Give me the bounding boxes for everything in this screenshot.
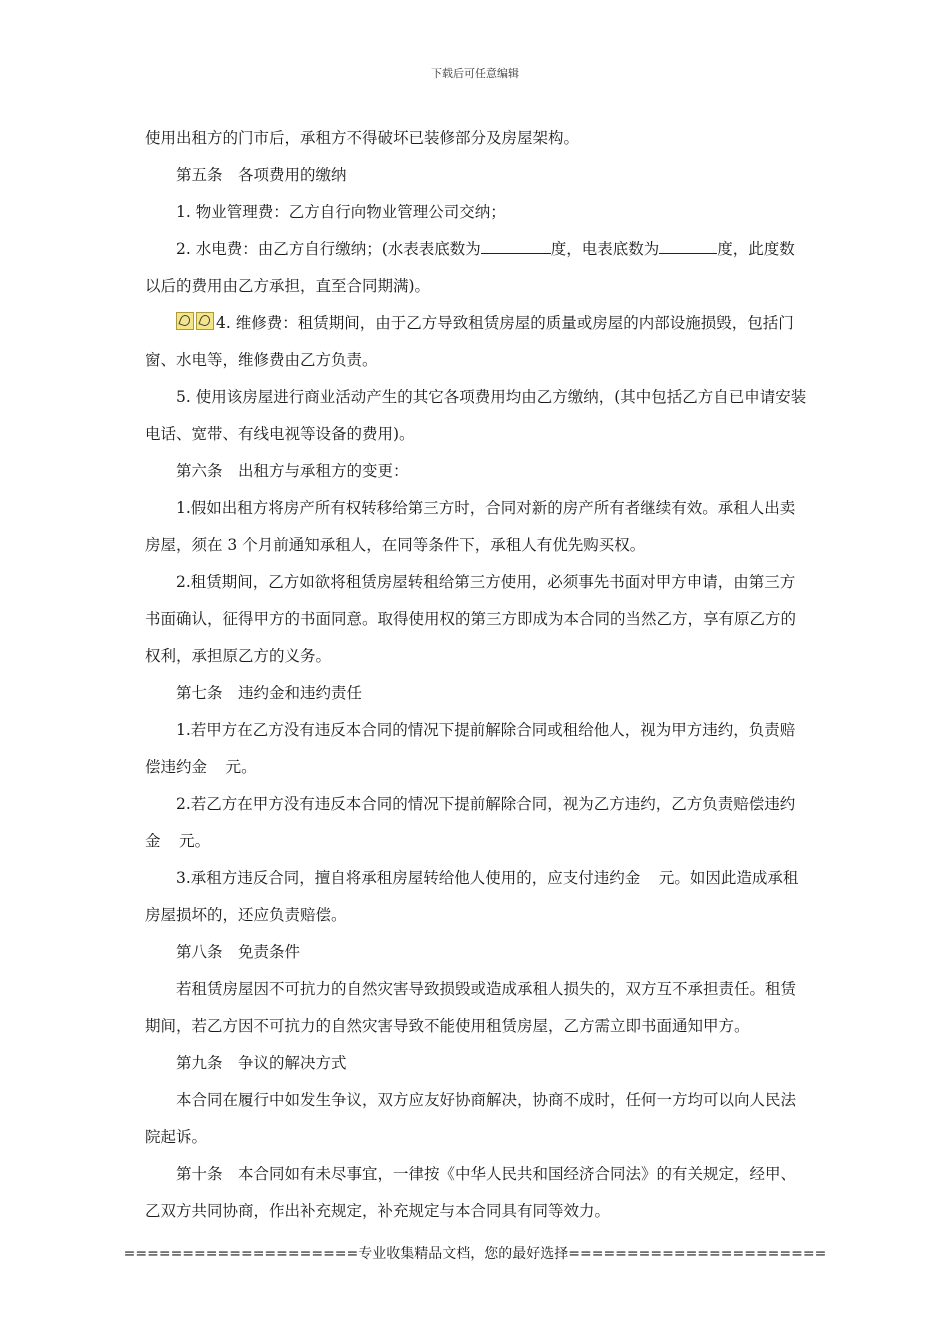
text-run: 元。如因此造成承租房屋损坏的，还应负责赔偿。 xyxy=(145,869,799,924)
page-footer: ====================专业收集精品文档，您的最好选择====================== xyxy=(123,1246,827,1262)
paragraph: 本合同在履行中如发生争议，双方应友好协商解决，协商不成时，任何一方均可以向人民法院起诉。 xyxy=(145,1091,797,1146)
paragraph: 第十条 本合同如有未尽事宜，一律按《中华人民共和国经济合同法》的有关规定，经甲、乙双方共同协商，作出补充规定，补充规定与本合同具有同等效力。 xyxy=(145,1165,797,1220)
paragraph xyxy=(145,712,810,786)
page-header: 下载后可任意编辑 xyxy=(431,67,519,80)
text-run: 元。 xyxy=(225,758,257,776)
section-heading: 第九条 争议的解决方式 xyxy=(176,1054,347,1072)
fill-blank xyxy=(659,237,717,254)
text-run: 2. 水电费：由乙方自行缴纳；(水表表底数为 xyxy=(176,240,481,258)
annotation-markers xyxy=(145,305,216,342)
paragraph: 使用出租方的门市后，承租方不得破坏已装修部分及房屋架构。 xyxy=(145,129,580,147)
fill-blank xyxy=(481,237,551,254)
section-heading: 第六条 出租方与承租方的变更： xyxy=(176,462,409,480)
paragraph: 2.租赁期间，乙方如欲将租赁房屋转租给第三方使用，必须事先书面对甲方申请，由第三方书面确认，征得甲方的书面同意。取得使用权的第三方即成为本合同的当然乙方，享有原乙方的权利，承担原乙方的义务。 xyxy=(145,573,797,665)
text-run: 1.若甲方在乙方没有违反本合同的情况下提前解除合同或租给他人，视为甲方违约，负责赔偿违约金 xyxy=(145,721,796,776)
text-run: 2.若乙方在甲方没有违反本合同的情况下提前解除合同，视为乙方违约，乙方负责赔偿违约金 xyxy=(145,795,796,850)
annotation-marker-icon xyxy=(196,312,214,330)
section-heading: 第八条 免责条件 xyxy=(176,943,301,961)
paragraph: 1. 物业管理费：乙方自行向物业管理公司交纳； xyxy=(176,203,506,221)
text-run: 元。 xyxy=(179,832,211,850)
text-run: 度，此度数以后的费用由乙方承担，直至合同期满)。 xyxy=(145,240,795,295)
section-heading: 第五条 各项费用的缴纳 xyxy=(176,166,347,184)
document-body xyxy=(145,120,810,1230)
text-run: 4. 维修费：租赁期间，由于乙方导致租赁房屋的质量或房屋的内部设施损毁，包括门窗、水电等，维修费由乙方负责。 xyxy=(145,314,794,369)
section-heading: 第七条 违约金和违约责任 xyxy=(176,684,363,702)
paragraph: 5. 使用该房屋进行商业活动产生的其它各项费用均由乙方缴纳，(其中包括乙方自已申请安装电话、宽带、有线电视等设备的费用)。 xyxy=(145,388,807,443)
text-run: 3.承租方违反合同，擅自将承租房屋转给他人使用的，应支付违约金 xyxy=(176,869,641,887)
annotation-marker-icon xyxy=(176,312,194,330)
paragraph xyxy=(145,860,810,934)
paragraph xyxy=(145,786,810,860)
paragraph: 若租赁房屋因不可抗力的自然灾害导致损毁或造成承租人损失的，双方互不承担责任。租赁期间，若乙方因不可抗力的自然灾害导致不能使用租赁房屋，乙方需立即书面通知甲方。 xyxy=(145,980,797,1035)
paragraph xyxy=(145,305,810,379)
paragraph: 1.假如出租方将房产所有权转移给第三方时，合同对新的房产所有者继续有效。承租人出卖房屋，须在 3 个月前通知承租人，在同等条件下，承租人有优先购买权。 xyxy=(145,499,796,554)
text-run: 度，电表底数为 xyxy=(550,240,660,258)
paragraph xyxy=(145,231,810,305)
